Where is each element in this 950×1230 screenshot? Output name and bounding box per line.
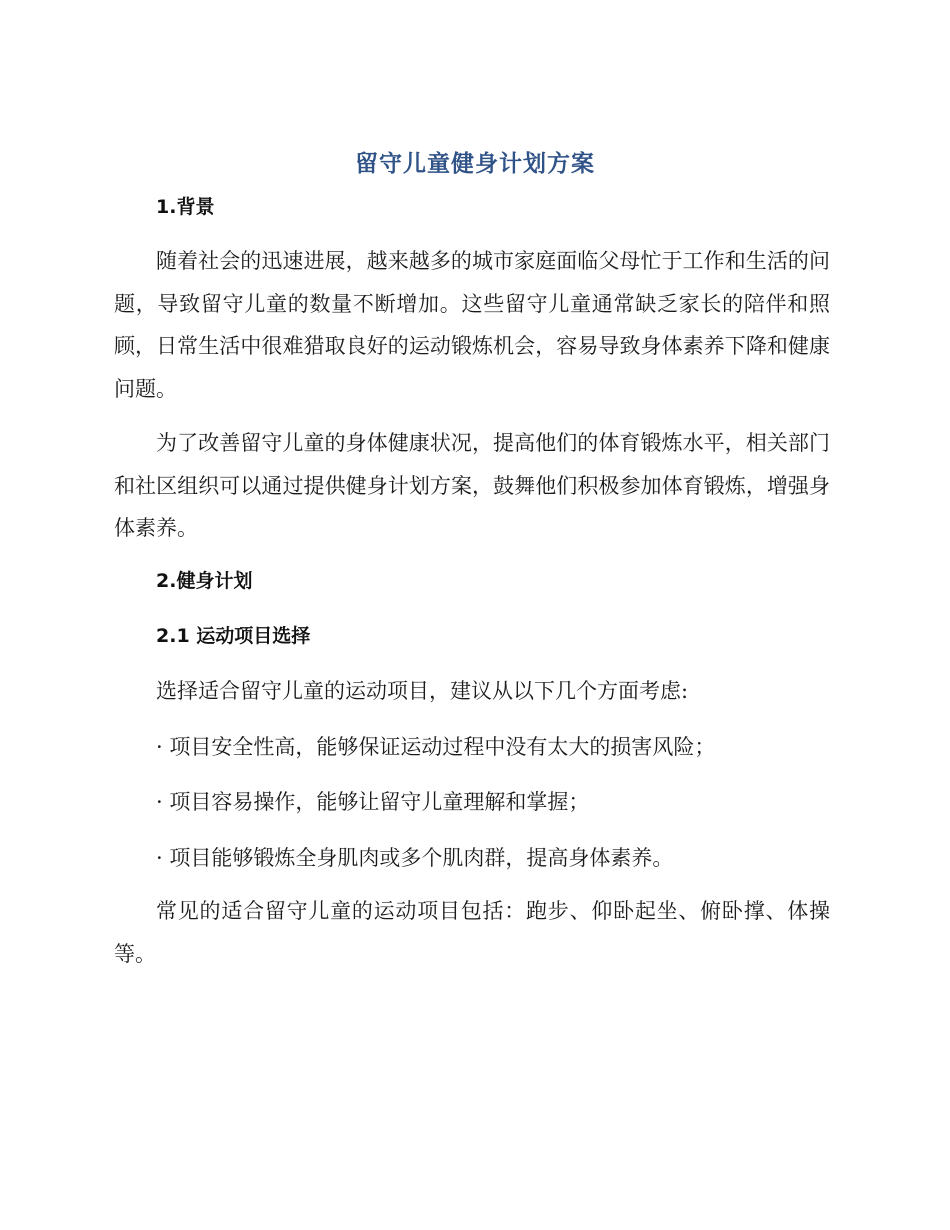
section-heading-fitness-plan: 2.健身计划 xyxy=(156,570,253,592)
background-paragraph-1: 随着社会的迅速进展，越来越多的城市家庭面临父母忙于工作和生活的问题，导致留守儿童的数量不断增加。这些留守儿童通常缺乏家长的陪伴和照顾，日常生活中很难猎取良好的运动锻炼机会，容易导致身体素养下降和健康问题。 xyxy=(114,249,830,401)
document-title: 留守儿童健身计划方案 xyxy=(355,151,595,177)
background-paragraph-2: 为了改善留守儿童的身体健康状况，提高他们的体育锻炼水平，相关部门和社区组织可以通过提供健身计划方案，鼓舞他们积极参加体育锻炼，增强身体素养。 xyxy=(114,431,830,540)
list-item: · 项目安全性高，能够保证运动过程中没有太大的损害风险； xyxy=(156,735,716,759)
exercise-selection-intro: 选择适合留守儿童的运动项目，建议从以下几个方面考虑: xyxy=(156,679,689,703)
list-item: · 项目能够锻炼全身肌肉或多个肌肉群，提高身体素养。 xyxy=(156,846,674,870)
exercise-examples-paragraph: 常见的适合留守儿童的运动项目包括：跑步、仰卧起坐、俯卧撑、体操等。 xyxy=(114,899,830,966)
subsection-heading-exercise-selection: 2.1 运动项目选择 xyxy=(156,625,311,647)
list-item: · 项目容易操作，能够让留守儿童理解和掌握； xyxy=(156,790,590,814)
section-heading-background: 1.背景 xyxy=(156,196,215,218)
